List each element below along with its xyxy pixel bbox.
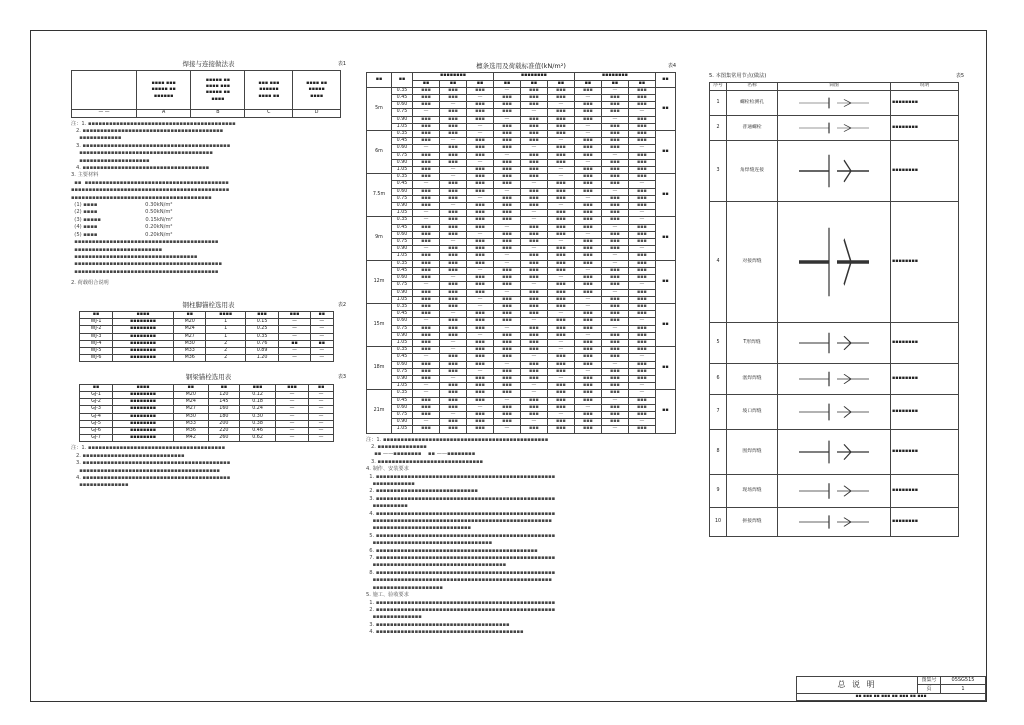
table-row: 18m 0.35 ▪▪▪ — ▪▪▪ ▪▪▪ ▪▪▪ — ▪▪▪ ▪▪▪ ▪▪▪ ▪▪ bbox=[367, 347, 676, 354]
table-row: 0.75 — ▪▪▪ ▪▪▪ ▪▪▪ — ▪▪▪ ▪▪▪ ▪▪▪ — bbox=[367, 109, 676, 116]
table-row: WJ-2 ▪▪▪▪▪▪▪▪ M24 1 0.25 — — bbox=[80, 326, 334, 333]
table-row: 0.60 ▪▪▪ — ▪▪▪ ▪▪▪ ▪▪▪ — ▪▪▪ ▪▪▪ ▪▪▪ bbox=[367, 102, 676, 109]
table-row: 0.45 ▪▪▪ ▪▪▪ — ▪▪▪ ▪▪▪ ▪▪▪ — ▪▪▪ ▪▪▪ bbox=[367, 95, 676, 102]
span-label: 12m bbox=[367, 260, 392, 303]
span-label: 21m bbox=[367, 390, 392, 433]
table-row: 0.75 — ▪▪▪ ▪▪▪ ▪▪▪ — ▪▪▪ ▪▪▪ ▪▪▪ — bbox=[367, 282, 676, 289]
table-row: 0.45 ▪▪▪ — ▪▪▪ ▪▪▪ ▪▪▪ — ▪▪▪ ▪▪▪ ▪▪▪ bbox=[367, 311, 676, 318]
table-row: 0.90 ▪▪▪ ▪▪▪ — ▪▪▪ ▪▪▪ ▪▪▪ — ▪▪▪ ▪▪▪ bbox=[367, 159, 676, 166]
middle-column bbox=[366, 61, 676, 637]
table-row: 0.60 ▪▪▪ ▪▪▪ — ▪▪▪ ▪▪▪ ▪▪▪ — ▪▪▪ ▪▪▪ bbox=[367, 231, 676, 238]
table1-col-b: B bbox=[191, 110, 245, 117]
table4-title: 檩条选用及荷载标准值(kN/m²) bbox=[476, 62, 566, 70]
table3-tag: 表3 bbox=[337, 374, 346, 381]
table3-title: 钢梁锚栓选用表 bbox=[185, 373, 232, 382]
section5-heading: 5. 施工、验收要求 bbox=[366, 592, 409, 599]
table-row: 6m 0.35 ▪▪▪ ▪▪▪ — ▪▪▪ ▪▪▪ ▪▪▪ — ▪▪▪ ▪▪▪ ▪▪ bbox=[367, 131, 676, 138]
table-row: 1.05 ▪▪▪ ▪▪▪ — ▪▪▪ ▪▪▪ ▪▪▪ — ▪▪▪ ▪▪▪ bbox=[367, 123, 676, 130]
weld-symbol-sketch bbox=[778, 429, 891, 474]
weld-symbol-sketch bbox=[778, 363, 891, 394]
table-row: 0.90 — ▪▪▪ ▪▪▪ ▪▪▪ — ▪▪▪ ▪▪▪ ▪▪▪ — bbox=[367, 419, 676, 426]
right-column bbox=[709, 73, 964, 537]
table-row: 1.05 — ▪▪▪ ▪▪▪ ▪▪▪ — ▪▪▪ ▪▪▪ ▪▪▪ — bbox=[367, 210, 676, 217]
table1-col-d: D bbox=[293, 110, 341, 117]
table-row: 1.05 ▪▪▪ ▪▪▪ ▪▪▪ — ▪▪▪ ▪▪▪ ▪▪▪ — ▪▪▪ bbox=[367, 426, 676, 433]
table2: ▪▪ ▪▪▪▪ ▪▪ ▪▪▪▪ ▪▪▪ ▪▪▪ ▪▪ WJ-1 ▪▪▪▪▪▪▪▪ M20 1 0.15 — — WJ-2 ▪▪▪▪▪▪▪▪ M24 1 0.25 — — WJ-3 ▪▪▪▪▪▪▪▪ M27 1 0.35 — — WJ-4 ▪▪▪▪▪▪▪▪ M30 2 0.76 ▪▪ ▪▪ WJ-5 ▪▪▪▪▪▪▪▪ M33 2 0.89 — — WJ-6 ▪▪▪▪▪▪▪▪ M36 2 1.20 — — bbox=[79, 311, 334, 362]
table2-title: 钢柱脚锚栓选用表 bbox=[182, 300, 235, 309]
table-row: 1 螺栓检测孔 ▪▪▪▪▪▪▪▪ bbox=[710, 90, 959, 115]
left-notes-2: 注：1. ▪▪▪▪▪▪▪▪▪▪▪▪▪▪▪▪▪▪▪▪▪▪▪▪▪▪▪▪▪▪▪▪▪▪▪▪▪▪▪ 2. ▪▪▪▪▪▪▪▪▪▪▪▪▪▪▪▪▪▪▪▪▪▪▪▪▪▪▪▪▪ 3. ▪▪▪▪▪▪▪▪▪▪▪▪▪▪▪▪▪▪▪▪▪▪▪▪▪▪▪▪▪▪▪▪▪▪▪▪▪▪▪▪▪▪ ▪▪▪▪▪▪▪▪▪▪▪▪▪▪▪▪▪▪▪▪▪▪▪▪▪▪▪▪▪▪▪▪▪▪▪▪▪▪▪▪ 4. ▪▪▪▪▪▪▪▪▪▪▪▪▪▪▪▪▪▪▪▪▪▪▪▪▪▪▪▪▪▪▪▪▪▪▪▪▪▪▪▪▪▪ ▪▪▪▪▪▪▪▪▪▪▪▪▪▪ bbox=[71, 445, 231, 489]
table-row: GJ-1 ▪▪▪▪▪▪▪▪ M20 120 0.12 — — bbox=[80, 391, 334, 398]
span-label: 7.5m bbox=[367, 174, 392, 217]
table1-tag: 表1 bbox=[337, 61, 346, 67]
table-row: 9m 0.35 — ▪▪▪ ▪▪▪ ▪▪▪ — ▪▪▪ ▪▪▪ ▪▪▪ — ▪▪ bbox=[367, 217, 676, 224]
table-row: 0.75 ▪▪▪ — ▪▪▪ ▪▪▪ ▪▪▪ — ▪▪▪ ▪▪▪ ▪▪▪ bbox=[367, 239, 676, 246]
drawing-sheet bbox=[30, 30, 987, 702]
weld-symbol-sketch bbox=[778, 507, 891, 536]
table-row: 9 现场焊缝 ▪▪▪▪▪▪▪▪ bbox=[710, 474, 959, 507]
table-row: 0.45 ▪▪▪ ▪▪▪ ▪▪▪ — ▪▪▪ ▪▪▪ ▪▪▪ — ▪▪▪ bbox=[367, 224, 676, 231]
table-row: 0.90 — ▪▪▪ ▪▪▪ ▪▪▪ — ▪▪▪ ▪▪▪ ▪▪▪ — bbox=[367, 246, 676, 253]
table-row: 0.90 ▪▪▪ ▪▪▪ — ▪▪▪ ▪▪▪ ▪▪▪ — ▪▪▪ ▪▪▪ bbox=[367, 332, 676, 339]
table-row: 0.45 ▪▪▪ ▪▪▪ ▪▪▪ — ▪▪▪ ▪▪▪ ▪▪▪ — ▪▪▪ bbox=[367, 397, 676, 404]
table-row: 0.45 — ▪▪▪ ▪▪▪ ▪▪▪ — ▪▪▪ ▪▪▪ ▪▪▪ — bbox=[367, 181, 676, 188]
table-row: GJ-2 ▪▪▪▪▪▪▪▪ M24 145 0.18 — — bbox=[80, 399, 334, 406]
table-row: 0.60 ▪▪▪ — ▪▪▪ ▪▪▪ ▪▪▪ — ▪▪▪ ▪▪▪ ▪▪▪ bbox=[367, 275, 676, 282]
table-row: GJ-3 ▪▪▪▪▪▪▪▪ M27 160 0.24 — — bbox=[80, 406, 334, 413]
table-row: 5 T形焊缝 ▪▪▪▪▪▪▪▪ bbox=[710, 322, 959, 363]
table1-col-a: A bbox=[137, 110, 191, 117]
table-row: GJ-4 ▪▪▪▪▪▪▪▪ M30 180 0.30 — — bbox=[80, 413, 334, 420]
table-row: 0.90 ▪▪▪ ▪▪▪ ▪▪▪ — ▪▪▪ ▪▪▪ ▪▪▪ — ▪▪▪ bbox=[367, 116, 676, 123]
table-row: 0.90 ▪▪▪ — ▪▪▪ ▪▪▪ ▪▪▪ — ▪▪▪ ▪▪▪ ▪▪▪ bbox=[367, 375, 676, 382]
page-number: 1 bbox=[941, 685, 986, 694]
table-row: 0.60 ▪▪▪ ▪▪▪ ▪▪▪ — ▪▪▪ ▪▪▪ ▪▪▪ — ▪▪▪ bbox=[367, 188, 676, 195]
table-row: 1.05 — ▪▪▪ ▪▪▪ ▪▪▪ — ▪▪▪ ▪▪▪ ▪▪▪ — bbox=[367, 383, 676, 390]
table1-title: 焊接与连接做法表 bbox=[182, 60, 235, 68]
table-row: 0.75 ▪▪▪ ▪▪▪ ▪▪▪ — ▪▪▪ ▪▪▪ ▪▪▪ — ▪▪▪ bbox=[367, 325, 676, 332]
table-row: WJ-1 ▪▪▪▪▪▪▪▪ M20 1 0.15 — — bbox=[80, 319, 334, 326]
table-row: GJ-5 ▪▪▪▪▪▪▪▪ M33 200 0.38 — — bbox=[80, 420, 334, 427]
span-label: 18m bbox=[367, 347, 392, 390]
weld-symbol-sketch bbox=[778, 140, 891, 201]
table-row: 12m 0.35 ▪▪▪ ▪▪▪ ▪▪▪ — ▪▪▪ ▪▪▪ ▪▪▪ — ▪▪▪ ▪▪ bbox=[367, 260, 676, 267]
table-row: 15m 0.35 ▪▪▪ ▪▪▪ — ▪▪▪ ▪▪▪ ▪▪▪ — ▪▪▪ ▪▪▪ ▪▪ bbox=[367, 303, 676, 310]
table1-row: — — A B C D bbox=[72, 110, 341, 117]
table-row: 0.75 ▪▪▪ — ▪▪▪ ▪▪▪ ▪▪▪ — ▪▪▪ ▪▪▪ ▪▪▪ bbox=[367, 411, 676, 418]
table-row: 0.75 ▪▪▪ ▪▪▪ — ▪▪▪ ▪▪▪ ▪▪▪ — ▪▪▪ ▪▪▪ bbox=[367, 368, 676, 375]
table5: 序号 名称 简图 说明 1 螺栓检测孔 ▪▪▪▪▪▪▪▪ 2 普通螺栓 ▪▪▪▪▪▪▪▪ 3 角焊缝连接 ▪▪▪▪▪▪▪▪ 4 对接焊缝 ▪▪▪▪▪▪▪▪ 5 T形焊缝 ▪▪▪▪▪▪▪▪ 6 塞焊焊缝 ▪▪▪▪▪▪▪▪ 7 坡口焊缝 ▪▪▪▪▪▪▪▪ 8 围焊焊缝 ▪▪▪▪▪▪▪▪ 9 现场焊缝 ▪▪▪▪▪▪▪▪ 10 拼接焊缝 ▪▪▪▪▪▪▪▪ bbox=[709, 82, 959, 536]
table5-tag: 表5 bbox=[955, 73, 964, 79]
table-row: 0.90 ▪▪▪ ▪▪▪ ▪▪▪ — ▪▪▪ ▪▪▪ ▪▪▪ — ▪▪▪ bbox=[367, 289, 676, 296]
table4: ▪▪ ▪▪ ▪▪▪▪▪▪▪▪ ▪▪▪▪▪▪▪▪ ▪▪▪▪▪▪▪▪ ▪▪ ▪▪ ▪▪ ▪▪ ▪▪ ▪▪ ▪▪ ▪▪ ▪▪ ▪▪ 5m 0.35 ▪▪▪ ▪▪▪ ▪▪▪ — ▪▪▪ ▪▪▪ ▪▪▪ — ▪▪▪ ▪▪ 0.45 ▪▪▪ ▪▪▪ — ▪▪▪ ▪▪▪ ▪▪▪ — ▪▪▪ ▪▪▪ 0.60 ▪▪▪ — ▪▪▪ ▪▪▪ ▪▪▪ — ▪▪▪ ▪▪▪ ▪▪▪ 0.75 — ▪▪▪ ▪▪▪ ▪▪▪ — ▪▪▪ ▪▪▪ ▪▪▪ — 0.90 ▪▪▪ ▪▪▪ ▪▪▪ — ▪▪▪ ▪▪▪ ▪▪▪ — ▪▪▪ 1.05 ▪▪▪ ▪▪▪ — ▪▪▪ ▪▪▪ ▪▪▪ — ▪▪▪ ▪▪▪ 6m 0.35 ▪▪▪ ▪▪▪ — ▪▪▪ ▪▪▪ ▪▪▪ — ▪▪▪ ▪▪▪ ▪▪ 0.45 ▪▪▪ — ▪▪▪ ▪▪▪ ▪▪▪ — ▪▪▪ ▪▪▪ ▪▪▪ 0.60 — ▪▪▪ ▪▪▪ ▪▪▪ — ▪▪▪ ▪▪▪ ▪▪▪ — 0.75 ▪▪▪ ▪▪▪ ▪▪▪ — ▪▪▪ ▪▪▪ ▪▪▪ — ▪▪▪ 0.90 ▪▪▪ ▪▪▪ — ▪▪▪ ▪▪▪ ▪▪▪ — ▪▪▪ ▪▪▪ 1.05 ▪▪▪ — ▪▪▪ ▪▪▪ ▪▪▪ — ▪▪▪ ▪▪▪ ▪▪▪ 7.5m 0.35 ▪▪▪ — ▪▪▪ ▪▪▪ ▪▪▪ — ▪▪▪ ▪▪▪ ▪▪▪ ▪▪ 0.45 — ▪▪▪ ▪▪▪ ▪▪▪ — ▪▪▪ ▪▪▪ ▪▪▪ — 0.60 ▪▪▪ ▪▪▪ ▪▪▪ — ▪▪▪ ▪▪▪ ▪▪▪ — ▪▪▪ 0.75 ▪▪▪ ▪▪▪ — ▪▪▪ ▪▪▪ ▪▪▪ — ▪▪▪ ▪▪▪ 0.90 ▪▪▪ — ▪▪▪ ▪▪▪ ▪▪▪ — ▪▪▪ ▪▪▪ ▪▪▪ 1.05 — ▪▪▪ ▪▪▪ ▪▪▪ — ▪▪▪ ▪▪▪ ▪▪▪ — 9m 0.35 — ▪▪▪ ▪▪▪ ▪▪▪ — ▪▪▪ ▪▪▪ ▪▪▪ — ▪▪ 0.45 ▪▪▪ ▪▪▪ ▪▪▪ — ▪▪▪ ▪▪▪ ▪▪▪ — ▪▪▪ 0.60 ▪▪▪ ▪▪▪ — ▪▪▪ ▪▪▪ ▪▪▪ — ▪▪▪ ▪▪▪ 0.75 ▪▪▪ — ▪▪▪ ▪▪▪ ▪▪▪ — ▪▪▪ ▪▪▪ ▪▪▪ 0.90 — ▪▪▪ ▪▪▪ ▪▪▪ — ▪▪▪ ▪▪▪ ▪▪▪ — 1.05 ▪▪▪ ▪▪▪ ▪▪▪ — ▪▪▪ ▪▪▪ ▪▪▪ — ▪▪▪ 12m 0.35 ▪▪▪ ▪▪▪ ▪▪▪ — ▪▪▪ ▪▪▪ ▪▪▪ — ▪▪▪ ▪▪ 0.45 ▪▪▪ ▪▪▪ — ▪▪▪ ▪▪▪ ▪▪▪ — ▪▪▪ ▪▪▪ 0.60 ▪▪▪ — ▪▪▪ ▪▪▪ ▪▪▪ — ▪▪▪ ▪▪▪ ▪▪▪ 0.75 — ▪▪▪ ▪▪▪ ▪▪▪ — ▪▪▪ ▪▪▪ ▪▪▪ — 0.90 ▪▪▪ ▪▪▪ ▪▪▪ — ▪▪▪ ▪▪▪ ▪▪▪ — ▪▪▪ 1.05 ▪▪▪ ▪▪▪ — ▪▪▪ ▪▪▪ ▪▪▪ — ▪▪▪ ▪▪▪ 15m 0.35 ▪▪▪ ▪▪▪ — ▪▪▪ ▪▪▪ ▪▪▪ — ▪▪▪ ▪▪▪ ▪▪ 0.45 ▪▪▪ — ▪▪▪ ▪▪▪ ▪▪▪ — ▪▪▪ ▪▪▪ ▪▪▪ 0.60 — ▪▪▪ ▪▪▪ ▪▪▪ — ▪▪▪ ▪▪▪ ▪▪▪ — 0.75 ▪▪▪ ▪▪▪ ▪▪▪ — ▪▪▪ ▪▪▪ ▪▪▪ — ▪▪▪ 0.90 ▪▪▪ ▪▪▪ — ▪▪▪ ▪▪▪ ▪▪▪ — ▪▪▪ ▪▪▪ 1.05 ▪▪▪ — ▪▪▪ ▪▪▪ ▪▪▪ — ▪▪▪ ▪▪▪ ▪▪▪ 18m 0.35 ▪▪▪ — ▪▪▪ ▪▪▪ ▪▪▪ — ▪▪▪ ▪▪▪ ▪▪▪ ▪▪ 0.45 — ▪▪▪ ▪▪▪ ▪▪▪ — ▪▪▪ ▪▪▪ ▪▪▪ — 0.60 ▪▪▪ ▪▪▪ ▪▪▪ — ▪▪▪ ▪▪▪ ▪▪▪ — ▪▪▪ 0.75 ▪▪▪ ▪▪▪ — ▪▪▪ ▪▪▪ ▪▪▪ — ▪▪▪ ▪▪▪ 0.90 ▪▪▪ — ▪▪▪ ▪▪▪ ▪▪▪ — ▪▪▪ ▪▪▪ ▪▪▪ 1.05 — ▪▪▪ ▪▪▪ ▪▪▪ — ▪▪▪ ▪▪▪ ▪▪▪ — 21m 0.35 — ▪▪▪ ▪▪▪ ▪▪▪ — ▪▪▪ ▪▪▪ ▪▪▪ — ▪▪ 0.45 ▪▪▪ ▪▪▪ ▪▪▪ — ▪▪▪ ▪▪▪ ▪▪▪ — ▪▪▪ 0.60 ▪▪▪ ▪▪▪ — ▪▪▪ ▪▪▪ ▪▪▪ — ▪▪▪ ▪▪▪ 0.75 ▪▪▪ — ▪▪▪ ▪▪▪ ▪▪▪ — ▪▪▪ ▪▪▪ ▪▪▪ 0.90 — ▪▪▪ ▪▪▪ ▪▪▪ — ▪▪▪ ▪▪▪ ▪▪▪ — 1.05 ▪▪▪ ▪▪▪ ▪▪▪ — ▪▪▪ ▪▪▪ ▪▪▪ — ▪▪▪ bbox=[366, 72, 676, 433]
span-label: 6m bbox=[367, 131, 392, 174]
section2-heading: 2. 荷载组合说明 bbox=[71, 280, 109, 287]
section4-heading: 4. 制作、安装要求 bbox=[366, 466, 409, 473]
table-row: 0.60 — ▪▪▪ ▪▪▪ ▪▪▪ — ▪▪▪ ▪▪▪ ▪▪▪ — bbox=[367, 145, 676, 152]
table2-tag: 表2 bbox=[337, 301, 346, 308]
table3: ▪▪ ▪▪▪▪ ▪▪ ▪▪ ▪▪▪ ▪▪▪ ▪▪ GJ-1 ▪▪▪▪▪▪▪▪ M20 120 0.12 — — GJ-2 ▪▪▪▪▪▪▪▪ M24 145 0.18 — — GJ-3 ▪▪▪▪▪▪▪▪ M27 160 0.24 — — GJ-4 ▪▪▪▪▪▪▪▪ M30 180 0.30 — — GJ-5 ▪▪▪▪▪▪▪▪ M33 200 0.38 — — GJ-6 ▪▪▪▪▪▪▪▪ M36 220 0.46 — — GJ-7 ▪▪▪▪▪▪▪▪ M42 260 0.62 — — bbox=[79, 384, 334, 443]
table-row: 8 围焊焊缝 ▪▪▪▪▪▪▪▪ bbox=[710, 429, 959, 474]
table-row: 0.45 — ▪▪▪ ▪▪▪ ▪▪▪ — ▪▪▪ ▪▪▪ ▪▪▪ — bbox=[367, 354, 676, 361]
table-row: 1.05 ▪▪▪ — ▪▪▪ ▪▪▪ ▪▪▪ — ▪▪▪ ▪▪▪ ▪▪▪ bbox=[367, 167, 676, 174]
table-row: 1.05 ▪▪▪ — ▪▪▪ ▪▪▪ ▪▪▪ — ▪▪▪ ▪▪▪ ▪▪▪ bbox=[367, 339, 676, 346]
table-row: 6 塞焊焊缝 ▪▪▪▪▪▪▪▪ bbox=[710, 363, 959, 394]
span-label: 5m bbox=[367, 87, 392, 130]
table-row: 0.75 ▪▪▪ ▪▪▪ ▪▪▪ — ▪▪▪ ▪▪▪ ▪▪▪ — ▪▪▪ bbox=[367, 152, 676, 159]
table1-col-c: C bbox=[245, 110, 293, 117]
section3-heading: 3. 主要材料 bbox=[71, 172, 99, 179]
table-row: GJ-6 ▪▪▪▪▪▪▪▪ M36 220 0.46 — — bbox=[80, 428, 334, 435]
table-row: 3 角焊缝连接 ▪▪▪▪▪▪▪▪ bbox=[710, 140, 959, 201]
middle-notes: 注：1. ▪▪▪▪▪▪▪▪▪▪▪▪▪▪▪▪▪▪▪▪▪▪▪▪▪▪▪▪▪▪▪▪▪▪▪▪▪▪▪▪▪▪▪▪▪▪▪ 2. ▪▪▪▪▪▪▪▪▪▪▪▪▪▪ ▪▪ ——▪▪▪▪▪▪▪▪ ▪▪ ——▪▪▪▪▪▪▪▪ 3. ▪▪▪▪▪▪▪▪▪▪▪▪▪▪▪▪▪▪▪▪▪▪▪▪▪▪▪▪▪▪ 4. 制作、安装要求 1. ▪▪▪▪▪▪▪▪▪▪▪▪▪▪▪▪▪▪▪▪▪▪▪▪▪▪▪▪▪▪▪▪▪▪▪▪▪▪▪▪▪▪▪▪▪▪▪▪▪▪▪ ▪▪▪▪▪▪▪▪▪▪▪▪ 2. ▪▪▪▪▪▪▪▪▪▪▪▪▪▪▪▪▪▪▪▪▪▪▪▪▪▪▪▪▪ 3. ▪▪▪▪▪▪▪▪▪▪▪▪▪▪▪▪▪▪▪▪▪▪▪▪▪▪▪▪▪▪▪▪▪▪▪▪▪▪▪▪▪▪▪▪▪▪▪▪▪▪▪ ▪▪▪▪▪▪▪▪▪▪ 4. ▪▪▪▪▪▪▪▪▪▪▪▪▪▪▪▪▪▪▪▪▪▪▪▪▪▪▪▪▪▪▪▪▪▪▪▪▪▪▪▪▪▪▪▪▪▪▪▪▪▪▪ ▪▪▪▪▪▪▪▪▪▪▪▪▪▪▪▪▪▪▪▪▪▪▪▪▪▪▪▪▪▪▪▪▪▪▪▪▪▪▪▪▪▪▪▪▪▪▪▪▪▪▪ ▪▪▪▪▪▪▪▪▪▪▪▪▪▪▪▪▪▪▪▪▪▪▪▪▪▪▪▪ 5. ▪▪▪▪▪▪▪▪▪▪▪▪▪▪▪▪▪▪▪▪▪▪▪▪▪▪▪▪▪▪▪▪▪▪▪▪▪▪▪▪▪▪▪▪▪▪▪▪▪▪▪ ▪▪▪▪▪▪▪▪▪▪▪▪▪▪▪▪▪▪▪▪▪▪▪▪▪▪▪▪▪▪▪▪▪▪ 6. ▪▪▪▪▪▪▪▪▪▪▪▪▪▪▪▪▪▪▪▪▪▪▪▪▪▪▪▪▪▪▪▪▪▪▪▪▪▪▪▪▪▪▪▪▪▪ 7. ▪▪▪▪▪▪▪▪▪▪▪▪▪▪▪▪▪▪▪▪▪▪▪▪▪▪▪▪▪▪▪▪▪▪▪▪▪▪▪▪▪▪▪▪▪▪▪▪▪▪▪ ▪▪▪▪▪▪▪▪▪▪▪▪▪▪▪▪▪▪▪▪▪▪▪▪▪▪▪▪▪▪▪▪▪▪▪▪▪▪ 8. ▪▪▪▪▪▪▪▪▪▪▪▪▪▪▪▪▪▪▪▪▪▪▪▪▪▪▪▪▪▪▪▪▪▪▪▪▪▪▪▪▪▪▪▪▪▪▪▪▪▪▪ ▪▪▪▪▪▪▪▪▪▪▪▪▪▪▪▪▪▪▪▪▪▪▪▪▪▪▪▪▪▪▪▪▪▪▪▪▪▪▪▪▪▪▪▪▪▪▪▪▪▪▪ ▪▪▪▪▪▪▪▪▪▪▪▪▪▪▪▪▪▪▪▪ 5. 施工、验收要求 1. ▪▪▪▪▪▪▪▪▪▪▪▪▪▪▪▪▪▪▪▪▪▪▪▪▪▪▪▪▪▪▪▪▪▪▪▪▪▪▪▪▪▪▪▪▪▪▪▪▪▪▪ 2. ▪▪▪▪▪▪▪▪▪▪▪▪▪▪▪▪▪▪▪▪▪▪▪▪▪▪▪▪▪▪▪▪▪▪▪▪▪▪▪▪▪▪▪▪▪▪▪▪▪▪▪ ▪▪▪▪▪▪▪▪▪▪▪▪▪▪ 3. ▪▪▪▪▪▪▪▪▪▪▪▪▪▪▪▪▪▪▪▪▪▪▪▪▪▪▪▪▪▪▪▪▪▪▪▪▪▪ 4. ▪▪▪▪▪▪▪▪▪▪▪▪▪▪▪▪▪▪▪▪▪▪▪▪▪▪▪▪▪▪▪▪▪▪▪▪▪▪▪▪▪▪ bbox=[366, 437, 676, 637]
table-row: WJ-5 ▪▪▪▪▪▪▪▪ M33 2 0.89 — — bbox=[80, 347, 334, 354]
weld-symbol-sketch bbox=[778, 90, 891, 115]
table-row: 0.75 ▪▪▪ ▪▪▪ — ▪▪▪ ▪▪▪ ▪▪▪ — ▪▪▪ ▪▪▪ bbox=[367, 195, 676, 202]
table-row: 1.05 ▪▪▪ ▪▪▪ — ▪▪▪ ▪▪▪ ▪▪▪ — ▪▪▪ ▪▪▪ bbox=[367, 296, 676, 303]
page-label: 页 bbox=[918, 685, 941, 694]
left-column bbox=[71, 59, 346, 490]
span-label: 15m bbox=[367, 303, 392, 346]
table-row: WJ-4 ▪▪▪▪▪▪▪▪ M30 2 0.76 ▪▪ ▪▪ bbox=[80, 340, 334, 347]
table5-title: 5. 本图集常用节点(做法) bbox=[709, 73, 767, 79]
table-row: 0.90 ▪▪▪ — ▪▪▪ ▪▪▪ ▪▪▪ — ▪▪▪ ▪▪▪ ▪▪▪ bbox=[367, 203, 676, 210]
table-row: 21m 0.35 — ▪▪▪ ▪▪▪ ▪▪▪ — ▪▪▪ ▪▪▪ ▪▪▪ — ▪▪ bbox=[367, 390, 676, 397]
weld-symbol-sketch bbox=[778, 322, 891, 363]
sheet-title: 总 说 明 bbox=[797, 676, 918, 693]
weld-symbol-sketch bbox=[778, 115, 891, 140]
table-row: 0.60 ▪▪▪ ▪▪▪ — ▪▪▪ ▪▪▪ ▪▪▪ — ▪▪▪ ▪▪▪ bbox=[367, 404, 676, 411]
table-row: 4 对接焊缝 ▪▪▪▪▪▪▪▪ bbox=[710, 201, 959, 322]
table-row: 0.60 ▪▪▪ ▪▪▪ ▪▪▪ — ▪▪▪ ▪▪▪ ▪▪▪ — ▪▪▪ bbox=[367, 361, 676, 368]
table-row: 10 拼接焊缝 ▪▪▪▪▪▪▪▪ bbox=[710, 507, 959, 536]
atlas-number: 05SG515 bbox=[941, 676, 986, 685]
weld-symbol-sketch bbox=[778, 474, 891, 507]
table-row: 1.05 ▪▪▪ ▪▪▪ ▪▪▪ — ▪▪▪ ▪▪▪ ▪▪▪ — ▪▪▪ bbox=[367, 253, 676, 260]
table-row: 7 坡口焊缝 ▪▪▪▪▪▪▪▪ bbox=[710, 394, 959, 429]
table-row: 5m 0.35 ▪▪▪ ▪▪▪ ▪▪▪ — ▪▪▪ ▪▪▪ ▪▪▪ — ▪▪▪ ▪▪ bbox=[367, 87, 676, 94]
table-row: 2 普通螺栓 ▪▪▪▪▪▪▪▪ bbox=[710, 115, 959, 140]
weld-symbol-sketch bbox=[778, 201, 891, 322]
table-row: GJ-7 ▪▪▪▪▪▪▪▪ M42 260 0.62 — — bbox=[80, 435, 334, 442]
title-block: 总 说 明 图集号 05SG515 页 1 ▪▪ ▪▪▪ ▪▪ ▪▪▪ ▪▪ ▪▪▪ ▪▪ ▪▪▪ bbox=[796, 676, 986, 701]
table1: ▪▪▪▪ ▪▪▪ ▪▪▪▪▪ ▪▪ ▪▪▪▪▪▪ ▪▪▪▪▪ ▪▪ ▪▪▪▪ ▪▪▪ ▪▪▪▪▪ ▪▪ ▪▪▪▪ ▪▪▪ ▪▪▪ ▪▪▪▪▪▪ ▪▪▪▪ ▪▪ ▪▪▪▪ ▪▪ ▪▪▪▪▪ ▪▪▪▪ — — A B C D bbox=[71, 70, 341, 117]
atlas-label: 图集号 bbox=[918, 676, 941, 685]
table-row: 0.45 ▪▪▪ — ▪▪▪ ▪▪▪ ▪▪▪ — ▪▪▪ ▪▪▪ ▪▪▪ bbox=[367, 138, 676, 145]
span-label: 9m bbox=[367, 217, 392, 260]
weld-symbol-sketch bbox=[778, 394, 891, 429]
table-row: 0.45 ▪▪▪ ▪▪▪ — ▪▪▪ ▪▪▪ ▪▪▪ — ▪▪▪ ▪▪▪ bbox=[367, 267, 676, 274]
table-row: 7.5m 0.35 ▪▪▪ — ▪▪▪ ▪▪▪ ▪▪▪ — ▪▪▪ ▪▪▪ ▪▪▪ ▪▪ bbox=[367, 174, 676, 181]
table-row: WJ-3 ▪▪▪▪▪▪▪▪ M27 1 0.35 — — bbox=[80, 333, 334, 340]
left-notes-1: 注：1. ▪▪▪▪▪▪▪▪▪▪▪▪▪▪▪▪▪▪▪▪▪▪▪▪▪▪▪▪▪▪▪▪▪▪▪▪▪▪▪▪▪▪ 2. ▪▪▪▪▪▪▪▪▪▪▪▪▪▪▪▪▪▪▪▪▪▪▪▪▪▪▪▪▪▪▪▪▪▪▪▪▪▪▪▪ ▪▪▪▪▪▪▪▪▪▪▪▪ 3. ▪▪▪▪▪▪▪▪▪▪▪▪▪▪▪▪▪▪▪▪▪▪▪▪▪▪▪▪▪▪▪▪▪▪▪▪▪▪▪▪▪▪ ▪▪▪▪▪▪▪▪▪▪▪▪▪▪▪▪▪▪▪▪▪▪▪▪▪▪▪▪▪▪▪▪▪▪▪▪▪▪ ▪▪▪▪▪▪▪▪▪▪▪▪▪▪▪▪▪▪▪▪ 4. ▪▪▪▪▪▪▪▪▪▪▪▪▪▪▪▪▪▪▪▪▪▪▪▪▪▪▪▪▪▪▪▪▪▪▪▪ 3. 主要材料 ▪▪ ▪▪▪▪▪▪▪▪▪▪▪▪▪▪▪▪▪▪▪▪▪▪▪▪▪▪▪▪▪▪▪▪▪▪▪▪▪▪▪▪▪ ▪▪▪▪▪▪▪▪▪▪▪▪▪▪▪▪▪▪▪▪▪▪▪▪▪▪▪▪▪▪▪▪▪▪▪▪▪▪▪▪▪▪▪▪▪ ▪▪▪▪▪▪▪▪▪▪▪▪▪▪▪▪▪▪▪▪▪▪▪▪▪▪▪▪▪▪▪▪▪▪▪▪▪▪▪▪ (1) ▪▪▪▪ 0.30kN/m² (2) ▪▪▪▪ 0.50kN/m² (3) ▪▪▪▪▪ 0.15kN/m² (4) ▪▪▪▪ 0.20kN/m² (5) ▪▪▪▪ 0.20kN/m² ▪▪▪▪▪▪▪▪▪▪▪▪▪▪▪▪▪▪▪▪▪▪▪▪▪▪▪▪▪▪▪▪▪▪▪▪▪▪▪▪▪ ▪▪▪▪▪▪▪▪▪▪▪▪▪▪▪▪▪▪▪▪▪▪▪▪▪ ▪▪▪▪▪▪▪▪▪▪▪▪▪▪▪▪▪▪▪▪▪▪▪▪▪▪▪▪▪▪▪▪▪▪▪ ▪▪▪▪▪▪▪▪▪▪▪▪▪▪▪▪▪▪▪▪▪▪▪▪▪▪▪▪▪▪▪▪▪▪▪▪▪▪▪▪▪▪ ▪▪▪▪▪▪▪▪▪▪▪▪▪▪▪▪▪▪▪▪▪▪▪▪▪▪▪▪▪▪▪▪▪▪▪▪▪▪▪▪▪ 2. 荷载组合说明 bbox=[71, 121, 346, 288]
table4-tag: 表4 bbox=[667, 63, 676, 69]
table-row: WJ-6 ▪▪▪▪▪▪▪▪ M36 2 1.20 — — bbox=[80, 355, 334, 362]
table-row: 0.60 — ▪▪▪ ▪▪▪ ▪▪▪ — ▪▪▪ ▪▪▪ ▪▪▪ — bbox=[367, 318, 676, 325]
